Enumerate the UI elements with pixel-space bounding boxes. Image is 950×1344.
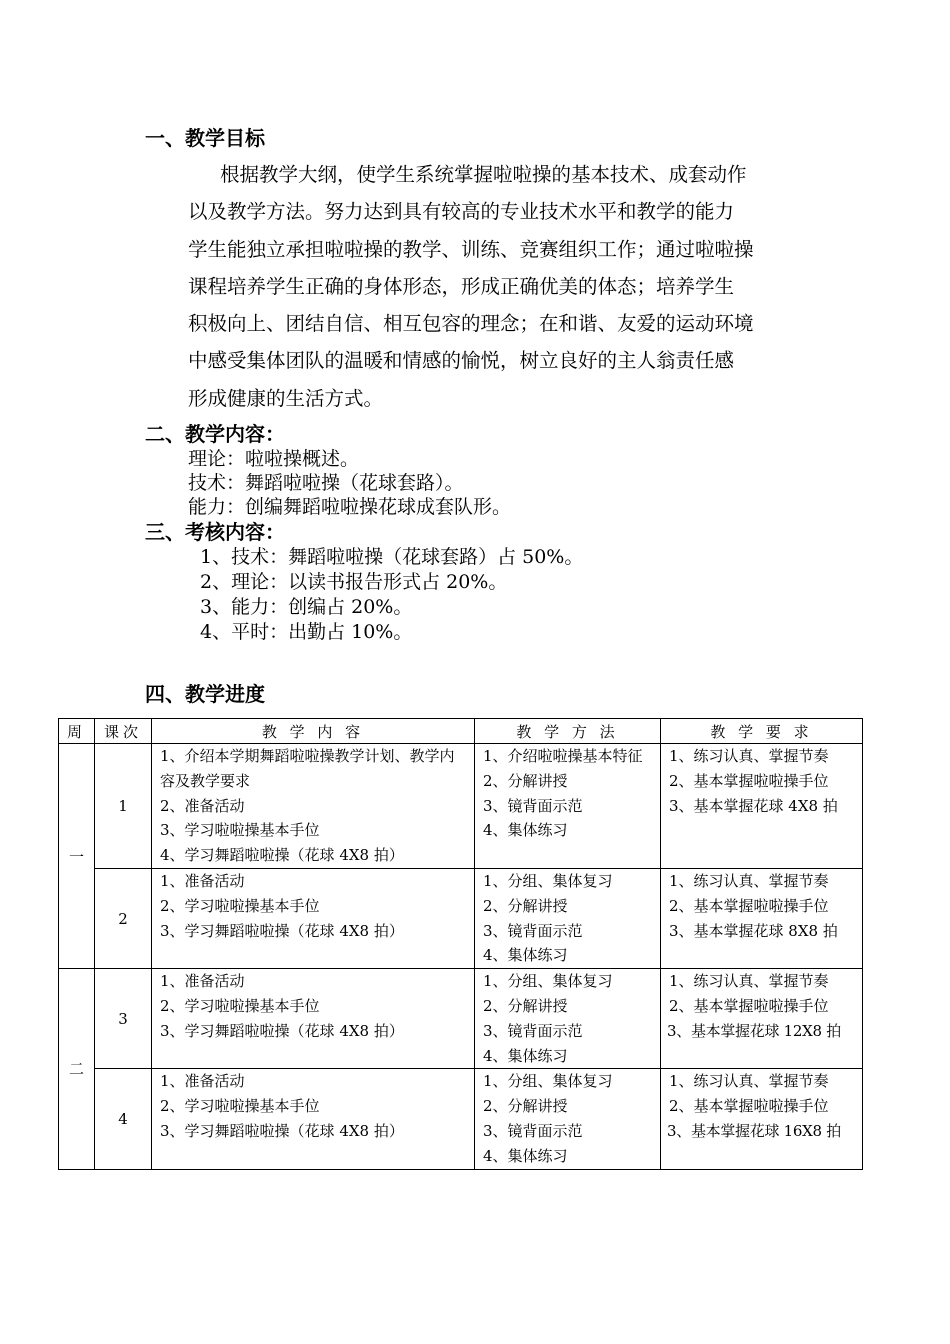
paragraph-line: 学生能独立承担啦啦操的教学、训练、竞赛组织工作；通过啦啦操 (188, 237, 754, 261)
content-line: 3、学习舞蹈啦啦操（花球 4X8 拍） (160, 1121, 404, 1140)
table-header-row (59, 719, 863, 744)
requirement-line: 3、基本掌握花球 8X8 拍 (669, 921, 838, 940)
section-3-title: 三、考核内容： (145, 520, 285, 544)
method-line: 1、分组、集体复习 (483, 871, 613, 890)
requirement-line: 2、基本掌握啦啦操手位 (669, 771, 829, 790)
table-row (59, 744, 863, 869)
requirement-cell (661, 744, 863, 869)
section-2-title: 二、教学内容： (145, 422, 285, 446)
requirement-cell (661, 969, 863, 1069)
method-cell (475, 744, 661, 869)
method-line: 1、分组、集体复习 (483, 972, 613, 991)
lesson-cell: 1 (95, 744, 152, 869)
schedule-table (58, 718, 863, 1170)
content-line: 3、学习舞蹈啦啦操（花球 4X8 拍） (160, 1021, 404, 1040)
method-line: 3、镜背面示范 (483, 1021, 583, 1040)
week-cell: 二 (59, 969, 95, 1169)
method-line: 3、镜背面示范 (483, 796, 583, 815)
requirement-line: 3、基本掌握花球 16X8 拍 (667, 1121, 841, 1140)
header-week: 周 (59, 719, 95, 744)
content-cell (152, 1069, 475, 1169)
table-row (59, 969, 863, 1069)
assessment-item: 1、技术：舞蹈啦啦操（花球套路）占 50%。 (200, 546, 584, 568)
header-content: 教 学 内 容 (152, 719, 475, 744)
header-lesson: 课次 (95, 719, 152, 744)
method-line: 4、集体练习 (483, 1046, 568, 1065)
content-cell (152, 744, 475, 869)
method-cell (475, 1069, 661, 1169)
requirement-line: 1、练习认真、掌握节奏 (669, 871, 829, 890)
assessment-item: 3、能力：创编占 20%。 (200, 596, 413, 618)
requirement-line: 1、练习认真、掌握节奏 (669, 747, 829, 765)
section-4-title: 四、教学进度 (145, 682, 265, 706)
method-line: 2、分解讲授 (483, 771, 568, 790)
content-line: 1、介绍本学期舞蹈啦啦操教学计划、教学内容及教学要求 (160, 747, 455, 790)
method-line: 3、镜背面示范 (483, 921, 583, 940)
content-line: 2、学习啦啦操基本手位 (160, 1097, 320, 1116)
table-row (59, 1069, 863, 1169)
paragraph-line: 根据教学大纲，使学生系统掌握啦啦操的基本技术、成套动作 (220, 163, 747, 186)
paragraph-line: 形成健康的生活方式。 (188, 386, 384, 410)
header-requirement: 教 学 要 求 (661, 719, 863, 744)
content-theory: 理论：啦啦操概述。 (188, 448, 360, 470)
requirement-line: 3、基本掌握花球 12X8 拍 (667, 1021, 841, 1040)
content-line: 2、学习啦啦操基本手位 (160, 996, 320, 1015)
lesson-cell: 3 (95, 969, 152, 1069)
content-line: 4、学习舞蹈啦啦操（花球 4X8 拍） (160, 846, 404, 865)
method-line: 2、分解讲授 (483, 996, 568, 1015)
content-line: 3、学习啦啦操基本手位 (160, 821, 320, 840)
content-technique: 技术：舞蹈啦啦操（花球套路）。 (188, 472, 464, 494)
week-cell: 一 (59, 744, 95, 969)
teaching-goal-paragraph (188, 156, 808, 417)
method-cell (475, 868, 661, 968)
content-line: 3、学习舞蹈啦啦操（花球 4X8 拍） (160, 921, 404, 940)
content-ability: 能力：创编舞蹈啦啦操花球成套队形。 (188, 496, 512, 518)
content-line: 1、准备活动 (160, 1072, 245, 1091)
assessment-item: 2、理论：以读书报告形式占 20%。 (200, 571, 508, 593)
method-line: 1、分组、集体复习 (483, 1072, 613, 1091)
paragraph-line: 课程培养学生正确的身体形态，形成正确优美的体态；培养学生 (188, 274, 735, 298)
paragraph-line: 积极向上、团结自信、相互包容的理念；在和谐、友爱的运动环境 (188, 312, 754, 336)
method-line: 4、集体练习 (483, 946, 568, 965)
lesson-cell: 2 (95, 868, 152, 968)
lesson-cell: 4 (95, 1069, 152, 1169)
content-line: 1、准备活动 (160, 871, 245, 890)
requirement-line: 3、基本掌握花球 4X8 拍 (669, 796, 838, 815)
content-line: 2、准备活动 (160, 796, 245, 815)
method-line: 3、镜背面示范 (483, 1121, 583, 1140)
section-1-title: 一、教学目标 (145, 126, 265, 150)
content-line: 1、准备活动 (160, 972, 245, 991)
method-line: 1、介绍啦啦操基本特征 (483, 747, 643, 765)
requirement-line: 2、基本掌握啦啦操手位 (669, 1097, 829, 1116)
table-row (59, 868, 863, 968)
content-line: 2、学习啦啦操基本手位 (160, 896, 320, 915)
paragraph-line: 以及教学方法。努力达到具有较高的专业技术水平和教学的能力 (188, 200, 735, 224)
method-line: 4、集体练习 (483, 821, 568, 840)
header-method: 教 学 方 法 (475, 719, 661, 744)
method-line: 4、集体练习 (483, 1146, 568, 1165)
assessment-item: 4、平时：出勤占 10%。 (200, 621, 413, 643)
content-cell (152, 969, 475, 1069)
paragraph-line: 中感受集体团队的温暖和情感的愉悦，树立良好的主人翁责任感 (188, 349, 735, 373)
requirement-cell (661, 1069, 863, 1169)
requirement-line: 1、练习认真、掌握节奏 (669, 1072, 829, 1091)
method-cell (475, 969, 661, 1069)
requirement-cell (661, 868, 863, 968)
method-line: 2、分解讲授 (483, 896, 568, 915)
requirement-line: 2、基本掌握啦啦操手位 (669, 996, 829, 1015)
method-line: 2、分解讲授 (483, 1097, 568, 1116)
requirement-line: 1、练习认真、掌握节奏 (669, 972, 829, 991)
requirement-line: 2、基本掌握啦啦操手位 (669, 896, 829, 915)
content-cell (152, 868, 475, 968)
